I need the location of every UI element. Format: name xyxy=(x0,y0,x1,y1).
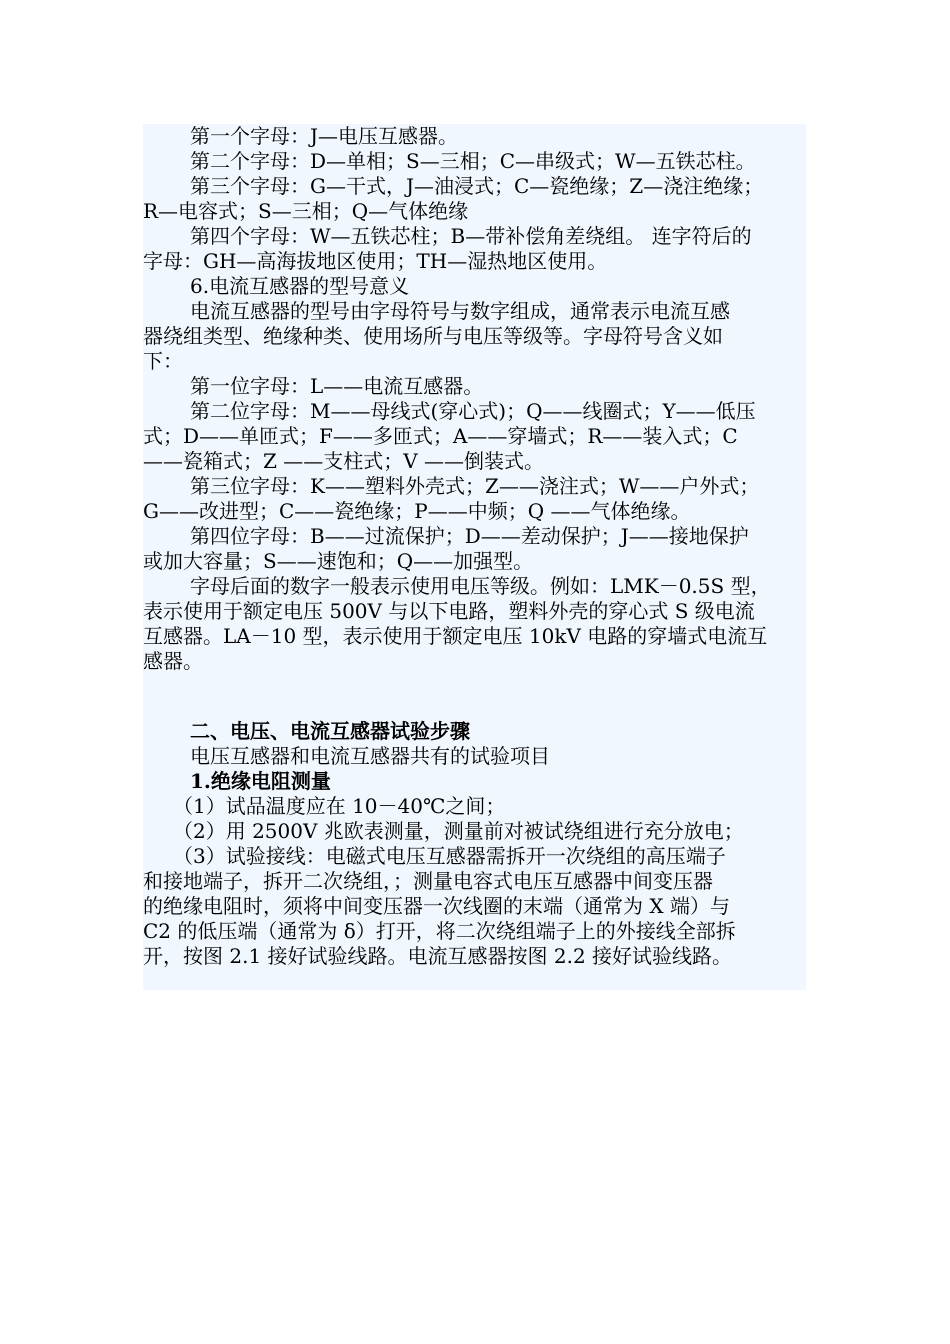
text-line: 式；D——单匝式；F——多匝式；A——穿墙式；R——装入式；C xyxy=(143,424,738,448)
text-line: 互感器。LA－10 型，表示使用于额定电压 10kV 电路的穿墙式电流互 xyxy=(143,624,768,648)
text-line: 下： xyxy=(143,349,183,373)
text-line: 第二个字母：D—单相；S—三相；C—串级式；W—五铁芯柱。 xyxy=(190,149,756,173)
text-line: C2 的低压端（通常为 δ）打开，将二次绕组端子上的外接线全部拆 xyxy=(143,919,736,943)
text-line: 第四位字母：B——过流保护；D——差动保护；J——接地保护 xyxy=(190,524,749,548)
text-line: 第三位字母：K——塑料外壳式；Z——浇注式；W——户外式； xyxy=(190,474,760,498)
text-line: 或加大容量；S——速饱和；Q——加强型。 xyxy=(143,549,534,573)
subsection-title: 1.绝缘电阻测量 xyxy=(190,769,331,793)
text-line: R—电容式；S—三相；Q—气体绝缘 xyxy=(143,199,469,223)
text-line: 第三个字母：G—干式，J—油浸式；C—瓷绝缘；Z—浇注绝缘； xyxy=(190,174,764,198)
text-line: 字母后面的数字一般表示使用电压等级。例如：LMK－0.5S 型， xyxy=(190,574,771,598)
text-line: 电压互感器和电流互感器共有的试验项目 xyxy=(190,744,550,768)
section-title: 二、电压、电流互感器试验步骤 xyxy=(190,719,470,743)
text-line: 开，按图 2.1 接好试验线路。电流互感器按图 2.2 接好试验线路。 xyxy=(143,944,733,968)
text-line: （1）试品温度应在 10－40℃之间； xyxy=(173,794,506,818)
text-line: 器绕组类型、绝缘种类、使用场所与电压等级等。字母符号含义如 xyxy=(143,324,723,348)
text-line: 第一个字母：J—电压互感器。 xyxy=(190,124,459,148)
text-line: G——改进型；C——瓷绝缘；P——中频；Q ——气体绝缘。 xyxy=(143,499,691,523)
section-heading: 6.电流互感器的型号意义 xyxy=(190,274,410,298)
text-line: ——瓷箱式；Z ——支柱式；V ——倒装式。 xyxy=(143,449,545,473)
text-line: 的绝缘电阻时，须将中间变压器一次线圈的末端（通常为 X 端）与 xyxy=(143,894,730,918)
text-line: 电流互感器的型号由字母符号与数字组成，通常表示电流互感 xyxy=(190,299,730,323)
text-line: 第二位字母：M——母线式(穿心式)；Q——线圈式；Y——低压 xyxy=(190,399,756,423)
text-line: 表示使用于额定电压 500V 与以下电路，塑料外壳的穿心式 S 级电流 xyxy=(143,599,755,623)
text-line: 感器。 xyxy=(143,649,203,673)
text-line: 第一位字母：L——电流互感器。 xyxy=(190,374,484,398)
text-line: 字母：GH—高海拔地区使用；TH—湿热地区使用。 xyxy=(143,249,608,273)
text-line: 第四个字母：W—五铁芯柱；B—带补偿角差绕组。 连字符后的 xyxy=(190,224,752,248)
text-line: 和接地端子，拆开二次绕组，；测量电容式电压互感器中间变压器 xyxy=(143,869,713,893)
text-line: （3）试验接线：电磁式电压互感器需拆开一次绕组的高压端子 xyxy=(173,844,726,868)
text-line: （2）用 2500V 兆欧表测量，测量前对被试绕组进行充分放电； xyxy=(173,819,744,843)
document-content-block xyxy=(143,124,806,990)
